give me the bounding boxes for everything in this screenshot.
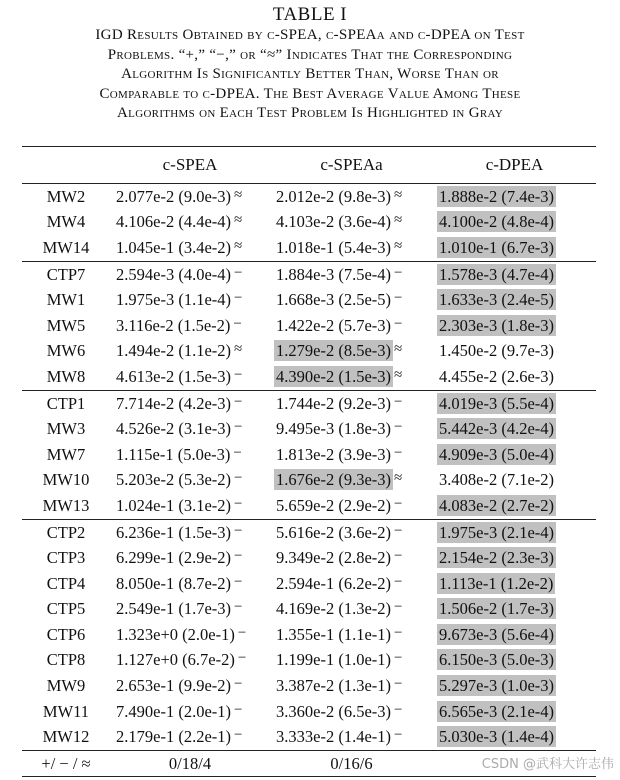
igd-value-cell: [110, 339, 270, 365]
significance-symbol: −: [394, 573, 403, 590]
igd-value-cell: [433, 390, 596, 416]
significance-symbol: ≈: [394, 186, 403, 203]
caption-line: Comparable to c-DPEA. The Best Average Value Among These: [99, 85, 521, 102]
significance-symbol: −: [234, 727, 243, 744]
igd-value: 4.106e-2 (4.4e-4): [116, 212, 232, 232]
significance-symbol: −: [394, 393, 403, 410]
caption-line: Algorithm Is Significantly Better Than, Worse Than or: [121, 66, 499, 82]
igd-value-cell: [270, 648, 433, 674]
header-c-spea: c-SPEA: [162, 155, 218, 174]
caption-line: Problems. “+,” “−,” or “≈” Indicates That the Corresponding: [107, 46, 513, 63]
table-row: [22, 597, 596, 623]
igd-value-cell: [270, 699, 433, 725]
problem-name: MW4: [46, 212, 86, 232]
caption-line: Algorithms on Each Test Problem Is Highlighted in Gray: [117, 105, 503, 121]
table-row: [22, 313, 596, 339]
header-problem: [22, 147, 110, 184]
table-row: [22, 519, 596, 545]
igd-value: 1.127e+0 (6.7e-2): [116, 650, 235, 670]
table-row: [22, 468, 596, 494]
igd-value: 1.888e-2 (7.4e-3): [439, 186, 555, 206]
igd-value: 4.526e-2 (3.1e-3): [116, 419, 232, 439]
igd-value-cell: [270, 339, 433, 365]
significance-symbol: −: [394, 444, 403, 461]
significance-symbol: −: [234, 393, 243, 410]
problem-name: CTP4: [46, 573, 86, 593]
igd-value: 6.236e-1 (1.5e-3): [116, 522, 232, 542]
igd-value-cell: [433, 235, 596, 261]
igd-value-cell: [433, 699, 596, 725]
significance-symbol: ≈: [394, 341, 403, 358]
igd-value: 1.975e-3 (2.1e-4): [439, 522, 555, 542]
igd-value-cell: [110, 519, 270, 545]
igd-value-cell: [110, 261, 270, 287]
significance-symbol: −: [394, 676, 403, 693]
igd-value-cell: [270, 416, 433, 442]
igd-value: 1.199e-1 (1.0e-1): [276, 650, 392, 670]
igd-value-cell: [110, 597, 270, 623]
significance-symbol: −: [234, 470, 243, 487]
igd-value: 4.103e-2 (3.6e-4): [276, 212, 392, 232]
igd-value-cell: [270, 724, 433, 750]
significance-symbol: −: [394, 315, 403, 332]
header-c-speaa: c-SPEAa: [320, 155, 383, 174]
igd-value: 2.077e-2 (9.0e-3): [116, 186, 232, 206]
table-row: [22, 699, 596, 725]
igd-value: 1.884e-3 (7.5e-4): [276, 264, 392, 284]
significance-symbol: −: [394, 624, 403, 641]
igd-value-cell: [110, 571, 270, 597]
igd-value-cell: [270, 184, 433, 210]
igd-value: 5.616e-2 (3.6e-2): [276, 522, 392, 542]
igd-value-cell: [110, 468, 270, 494]
significance-symbol: −: [394, 264, 403, 281]
summary-c-spea: 0/18/4: [168, 753, 212, 773]
significance-symbol: −: [234, 264, 243, 281]
table-row: [22, 571, 596, 597]
igd-value-cell: [110, 622, 270, 648]
igd-value: 1.355e-1 (1.1e-1): [276, 624, 392, 644]
igd-value-cell: [433, 545, 596, 571]
significance-symbol: −: [234, 676, 243, 693]
igd-value-cell: [270, 390, 433, 416]
igd-value: 5.442e-3 (4.2e-4): [439, 419, 555, 439]
igd-value-cell: [433, 622, 596, 648]
significance-symbol: ≈: [234, 341, 243, 358]
igd-value: 6.299e-1 (2.9e-2): [116, 548, 232, 568]
igd-value-cell: [433, 442, 596, 468]
problem-name: MW14: [42, 237, 90, 257]
igd-value: 9.349e-2 (2.8e-2): [276, 548, 392, 568]
igd-value-cell: [433, 571, 596, 597]
igd-value-cell: [270, 571, 433, 597]
igd-value-cell: [270, 313, 433, 339]
significance-symbol: ≈: [394, 366, 403, 383]
igd-value-cell: [110, 442, 270, 468]
problem-name: MW6: [46, 341, 86, 361]
significance-symbol: −: [234, 701, 243, 718]
watermark: CSDN @武科大许志伟: [481, 757, 614, 772]
problem-name: MW7: [46, 444, 86, 464]
igd-value: 1.045e-1 (3.4e-2): [116, 237, 232, 257]
igd-value-cell: [270, 597, 433, 623]
caption-line: IGD Results Obtained by c-SPEA, c-SPEAa and c-DPEA on Test: [95, 27, 525, 43]
igd-value: 1.024e-1 (3.1e-2): [116, 495, 232, 515]
igd-value: 1.010e-1 (6.7e-3): [439, 237, 555, 257]
igd-value: 1.494e-2 (1.1e-2): [116, 341, 232, 361]
significance-symbol: −: [237, 650, 247, 667]
significance-symbol: −: [234, 522, 243, 539]
summary-c-speaa: 0/16/6: [330, 753, 373, 773]
igd-value-cell: [110, 699, 270, 725]
igd-value-cell: [270, 210, 433, 236]
significance-symbol: −: [394, 599, 403, 616]
igd-value-cell: [110, 287, 270, 313]
igd-value: 1.323e+0 (2.0e-1): [116, 624, 235, 644]
significance-symbol: −: [234, 548, 243, 565]
igd-value: 1.578e-3 (4.7e-4): [439, 264, 555, 284]
problem-name: CTP6: [46, 624, 86, 644]
igd-value-cell: [270, 235, 433, 261]
igd-value: 4.169e-2 (1.3e-2): [276, 599, 392, 619]
igd-value: 9.495e-3 (1.8e-3): [276, 419, 392, 439]
igd-value-cell: [433, 261, 596, 287]
table-row: [22, 261, 596, 287]
igd-value: 1.450e-2 (9.7e-3): [439, 341, 555, 361]
igd-value: 1.115e-1 (5.0e-3): [116, 444, 231, 464]
table-row: [22, 235, 596, 261]
igd-value-cell: [270, 468, 433, 494]
igd-value: 1.113e-1 (1.2e-2): [439, 573, 554, 593]
igd-value-cell: [110, 313, 270, 339]
significance-symbol: ≈: [234, 237, 243, 254]
igd-value-cell: [433, 364, 596, 390]
igd-value: 1.506e-2 (1.7e-3): [439, 599, 555, 619]
igd-value: 1.744e-2 (9.2e-3): [276, 393, 392, 413]
igd-value: 9.673e-3 (5.6e-4): [439, 624, 555, 644]
table-row: [22, 390, 596, 416]
igd-value: 1.018e-1 (5.4e-3): [276, 237, 392, 257]
significance-symbol: −: [234, 290, 243, 307]
table-row: [22, 364, 596, 390]
igd-value-cell: [433, 597, 596, 623]
table-body: [22, 184, 596, 751]
igd-value: 7.490e-1 (2.0e-1): [116, 701, 232, 721]
header-row: [22, 147, 596, 184]
significance-symbol: ≈: [394, 237, 403, 254]
igd-value: 4.100e-2 (4.8e-4): [439, 212, 555, 232]
problem-name: MW9: [46, 676, 86, 696]
table-row: [22, 673, 596, 699]
significance-symbol: −: [394, 548, 403, 565]
table-row: [22, 287, 596, 313]
significance-symbol: −: [394, 495, 403, 512]
igd-value: 6.565e-3 (2.1e-4): [439, 701, 555, 721]
igd-value: 4.019e-3 (5.5e-4): [439, 393, 555, 413]
table-row: [22, 622, 596, 648]
table-number: TABLE I: [272, 4, 348, 25]
igd-value-cell: [110, 545, 270, 571]
igd-value-cell: [270, 673, 433, 699]
problem-name: CTP2: [22, 519, 110, 545]
igd-value-cell: [433, 468, 596, 494]
igd-value: 3.333e-2 (1.4e-1): [276, 727, 392, 747]
igd-value-cell: [433, 673, 596, 699]
significance-symbol: −: [394, 701, 403, 718]
igd-results-table: [22, 146, 596, 777]
problem-name: MW8: [46, 366, 86, 386]
igd-value: 1.668e-3 (2.5e-5): [276, 290, 392, 310]
significance-symbol: −: [234, 573, 243, 590]
significance-symbol: −: [233, 315, 242, 332]
igd-value-cell: [270, 442, 433, 468]
igd-value: 1.975e-3 (1.1e-4): [116, 290, 232, 310]
igd-value: 1.813e-2 (3.9e-3): [276, 444, 392, 464]
significance-symbol: ≈: [394, 212, 403, 229]
igd-value-cell: [270, 287, 433, 313]
problem-name: MW5: [46, 315, 86, 335]
igd-value: 2.154e-2 (2.3e-3): [439, 548, 555, 568]
igd-value-cell: [110, 493, 270, 519]
problem-name: MW10: [42, 470, 90, 490]
igd-value-cell: [433, 210, 596, 236]
igd-value-cell: [270, 545, 433, 571]
significance-symbol: ≈: [234, 186, 243, 203]
igd-value-cell: [433, 724, 596, 750]
significance-symbol: −: [237, 624, 247, 641]
summary-label: +/ − / ≈: [41, 753, 91, 773]
igd-value: 5.203e-2 (5.3e-2): [116, 470, 232, 490]
igd-value: 4.083e-2 (2.7e-2): [439, 495, 555, 515]
igd-value-cell: [433, 519, 596, 545]
igd-value: 8.050e-1 (8.7e-2): [116, 573, 232, 593]
igd-value: 2.303e-3 (1.8e-3): [439, 315, 555, 335]
table-row: [22, 184, 596, 210]
igd-value-cell: [433, 184, 596, 210]
igd-value-cell: [270, 493, 433, 519]
igd-value: 2.594e-1 (6.2e-2): [276, 573, 392, 593]
problem-name: CTP7: [22, 261, 110, 287]
significance-symbol: ≈: [234, 212, 243, 229]
problem-name: MW2: [46, 186, 86, 206]
table-row: [22, 493, 596, 519]
problem-name: CTP8: [46, 650, 86, 670]
significance-symbol: −: [234, 419, 243, 436]
significance-symbol: −: [394, 727, 403, 744]
igd-value-cell: [433, 493, 596, 519]
igd-value: 4.909e-3 (5.0e-4): [439, 444, 555, 464]
problem-name: MW11: [42, 701, 90, 721]
igd-value-cell: [110, 648, 270, 674]
igd-value: 2.012e-2 (9.8e-3): [276, 186, 392, 206]
table-row: [22, 339, 596, 365]
igd-value: 4.613e-2 (1.5e-3): [116, 366, 232, 386]
igd-value-cell: [110, 235, 270, 261]
igd-value-cell: [270, 364, 433, 390]
igd-value-cell: [270, 519, 433, 545]
table-row: [22, 724, 596, 750]
problem-name: CTP5: [46, 599, 86, 619]
igd-value: 1.633e-3 (2.4e-5): [439, 290, 555, 310]
significance-symbol: −: [394, 522, 403, 539]
igd-value: 3.360e-2 (6.5e-3): [276, 701, 392, 721]
igd-value-cell: [433, 339, 596, 365]
problem-name: MW1: [46, 290, 86, 310]
significance-symbol: −: [394, 650, 403, 667]
igd-value-cell: [110, 724, 270, 750]
significance-symbol: ≈: [394, 470, 403, 487]
igd-value: 4.390e-2 (1.5e-3): [276, 366, 392, 386]
header-c-dpea: c-DPEA: [485, 155, 544, 174]
problem-name: MW13: [42, 495, 90, 515]
significance-symbol: −: [394, 290, 403, 307]
igd-value-cell: [110, 364, 270, 390]
igd-value: 1.676e-2 (9.3e-3): [276, 470, 392, 490]
problem-name: CTP3: [46, 548, 86, 568]
table-row: [22, 416, 596, 442]
igd-value-cell: [433, 416, 596, 442]
igd-value: 2.594e-3 (4.0e-4): [116, 264, 232, 284]
igd-value: 7.714e-2 (4.2e-3): [116, 393, 232, 413]
significance-symbol: −: [234, 599, 243, 616]
igd-value-cell: [110, 210, 270, 236]
igd-value-cell: [110, 673, 270, 699]
igd-value-cell: [110, 416, 270, 442]
igd-value: 4.455e-2 (2.6e-3): [439, 366, 555, 386]
igd-value: 3.387e-2 (1.3e-1): [276, 676, 392, 696]
igd-value: 2.549e-1 (1.7e-3): [116, 599, 232, 619]
table-row: [22, 210, 596, 236]
igd-value: 1.422e-2 (5.7e-3): [276, 315, 392, 335]
igd-value: 6.150e-3 (5.0e-3): [439, 650, 555, 670]
igd-value: 2.179e-1 (2.2e-1): [116, 727, 232, 747]
igd-value-cell: [433, 313, 596, 339]
problem-name: MW12: [42, 727, 90, 747]
igd-value-cell: [433, 287, 596, 313]
igd-value-cell: [433, 648, 596, 674]
igd-value-cell: [270, 622, 433, 648]
table-row: [22, 442, 596, 468]
significance-symbol: −: [233, 444, 242, 461]
igd-value-cell: [110, 184, 270, 210]
igd-value: 3.408e-2 (7.1e-2): [439, 470, 555, 490]
problem-name: CTP1: [22, 390, 110, 416]
significance-symbol: −: [234, 495, 243, 512]
igd-value: 5.297e-3 (1.0e-3): [439, 676, 555, 696]
igd-value: 1.279e-2 (8.5e-3): [276, 341, 392, 361]
igd-value: 2.653e-1 (9.9e-2): [116, 676, 232, 696]
problem-name: MW3: [46, 419, 86, 439]
table-row: [22, 648, 596, 674]
table-caption: [0, 4, 620, 124]
igd-value: 3.116e-2 (1.5e-2): [116, 315, 231, 335]
significance-symbol: −: [394, 419, 403, 436]
igd-value-cell: [270, 261, 433, 287]
igd-value: 5.030e-3 (1.4e-4): [439, 727, 555, 747]
table-row: [22, 545, 596, 571]
igd-value-cell: [110, 390, 270, 416]
igd-value: 5.659e-2 (2.9e-2): [276, 495, 392, 515]
significance-symbol: −: [234, 366, 243, 383]
